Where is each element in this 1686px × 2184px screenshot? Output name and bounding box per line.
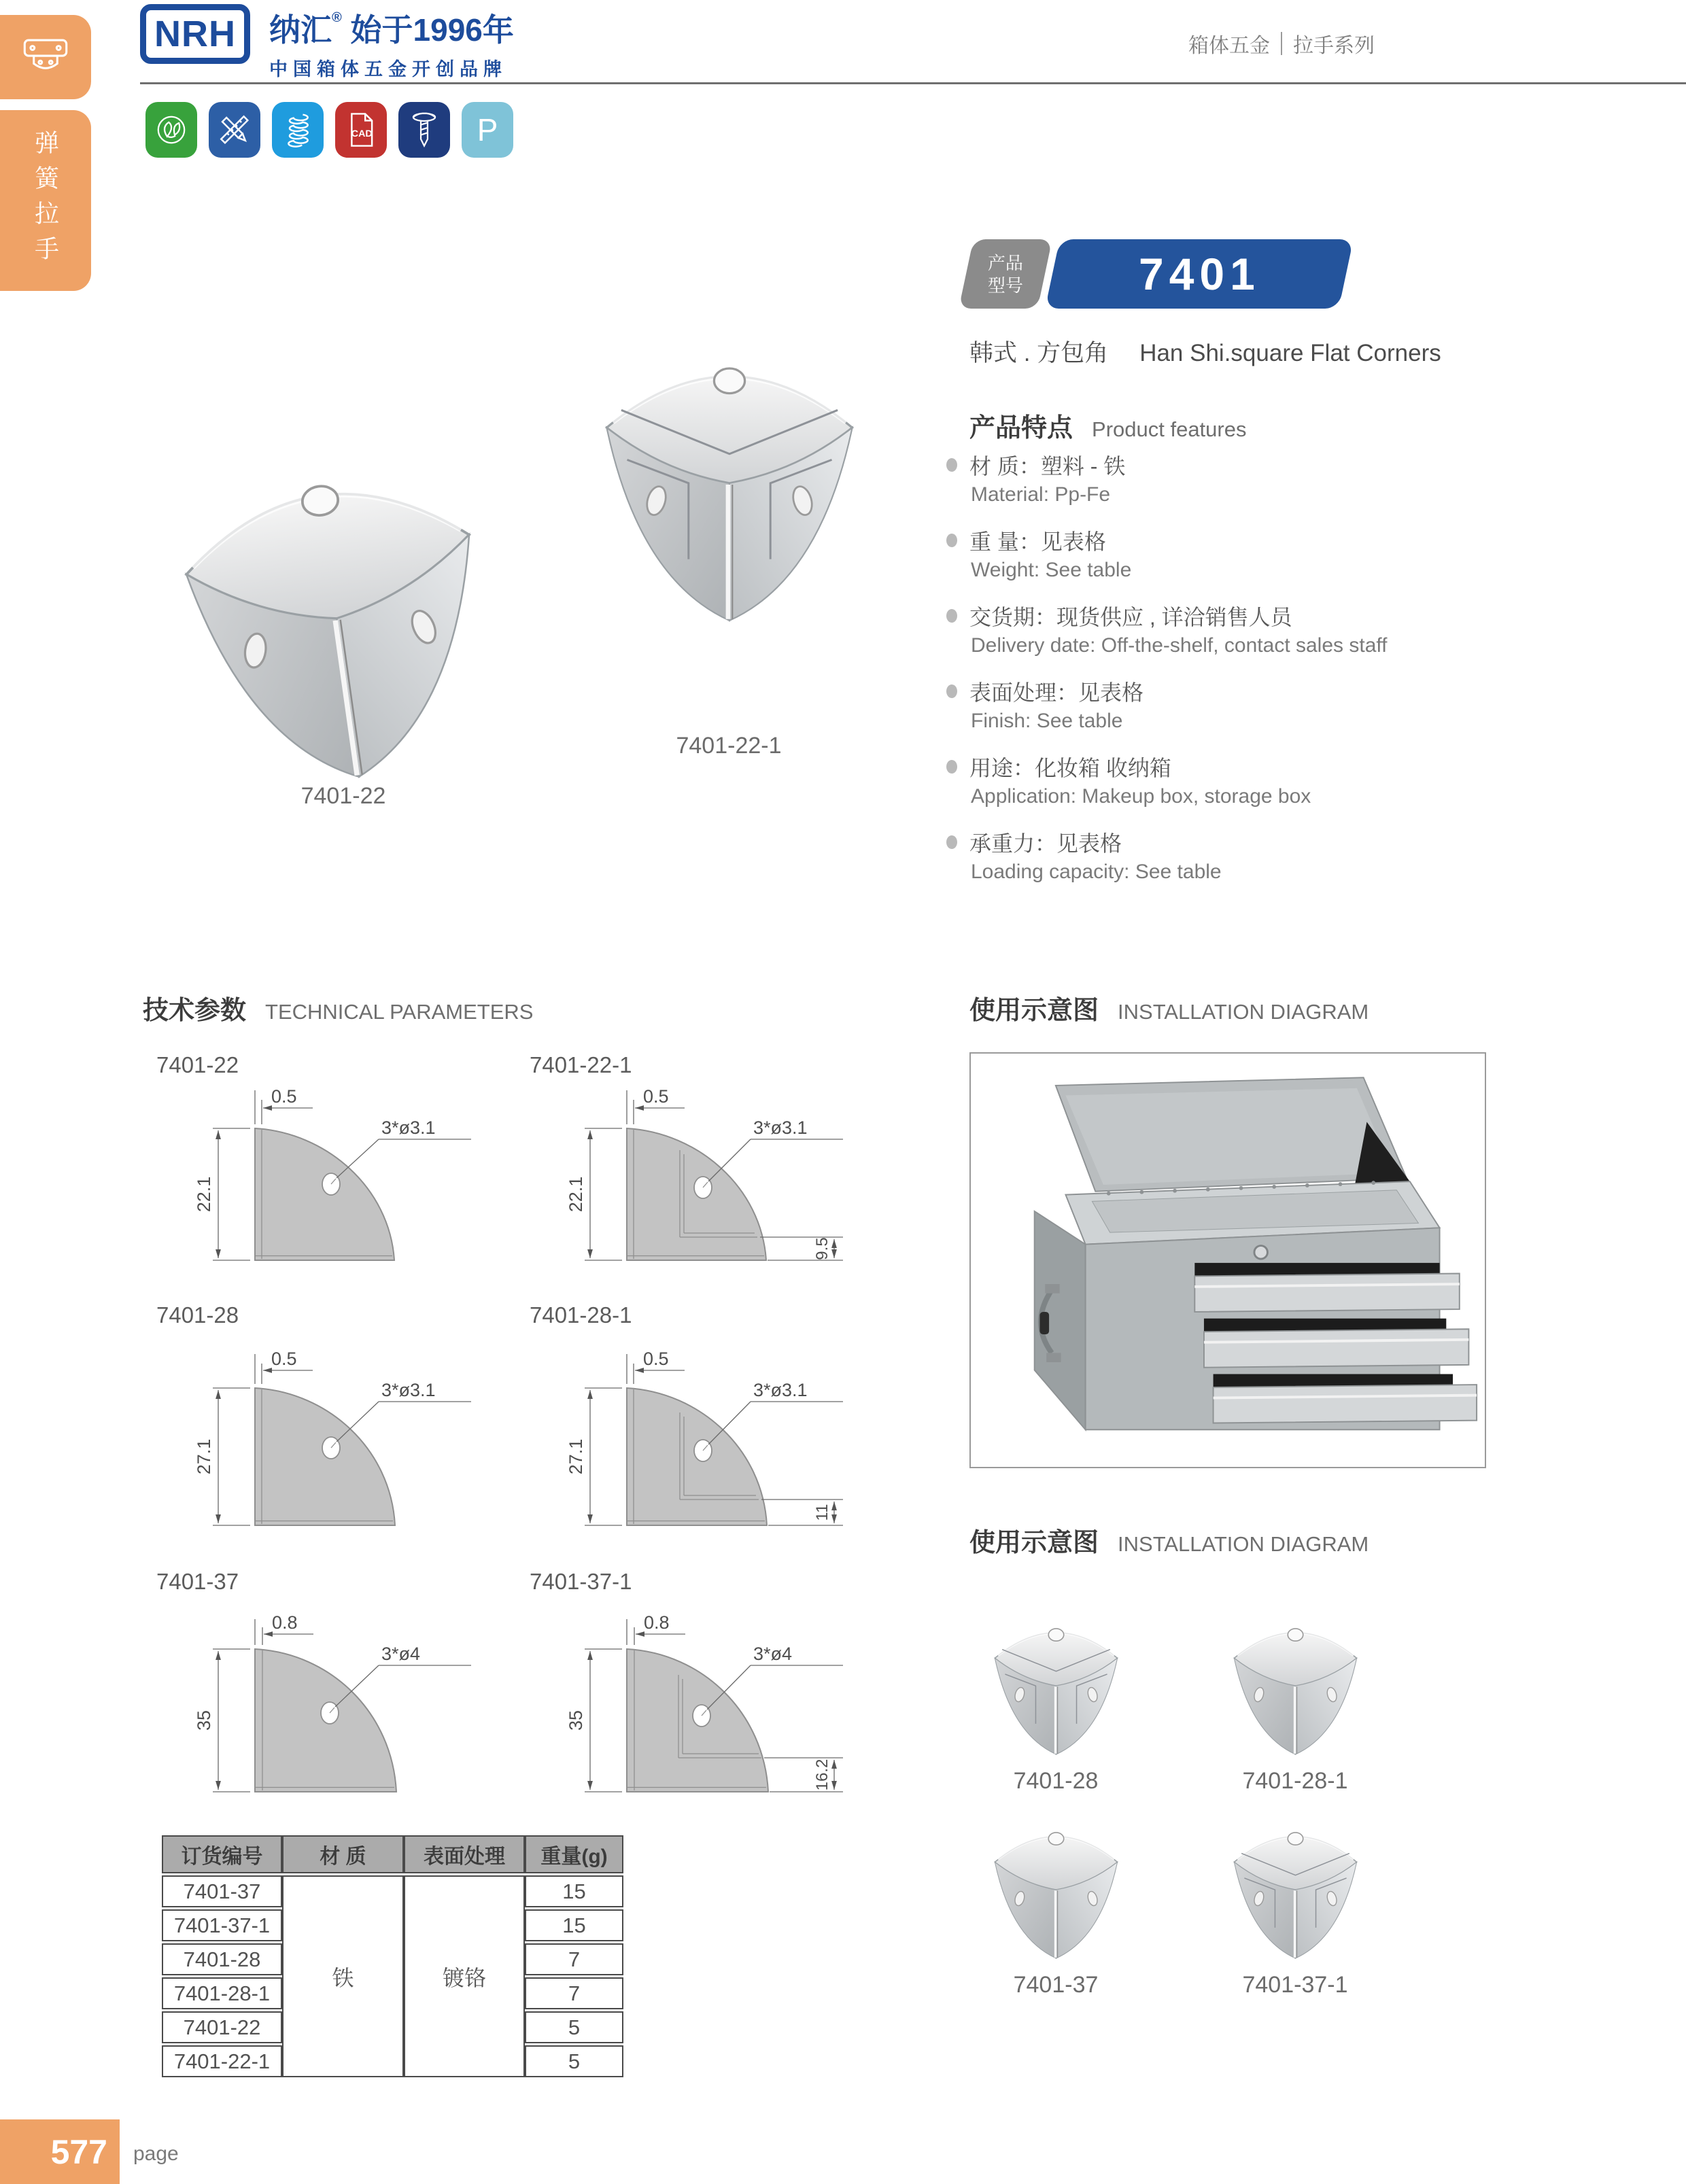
page-label: page bbox=[133, 2143, 179, 2165]
spec-row-code: 7401-37-1 bbox=[162, 1909, 282, 1941]
installation-photo-toolbox bbox=[969, 1052, 1486, 1468]
bullet-dot-icon bbox=[946, 609, 957, 623]
tech-drawing-7401-22 bbox=[153, 1082, 493, 1269]
spec-material-value: 铁 bbox=[282, 1875, 404, 2077]
svg-text:27.1: 27.1 bbox=[194, 1438, 214, 1475]
bullet-dot-icon bbox=[946, 458, 957, 472]
spec-row-weight: 5 bbox=[525, 2045, 623, 2077]
model-badge-label: 产品 型号 bbox=[959, 239, 1052, 309]
features-list bbox=[946, 450, 1667, 903]
svg-text:11: 11 bbox=[813, 1504, 831, 1521]
svg-text:3*ø3.1: 3*ø3.1 bbox=[381, 1380, 436, 1400]
spec-row-weight: 15 bbox=[525, 1909, 623, 1941]
spec-row-weight: 15 bbox=[525, 1875, 623, 1907]
svg-text:9.5: 9.5 bbox=[813, 1237, 831, 1260]
header-divider bbox=[140, 82, 1686, 84]
svg-text:16.2: 16.2 bbox=[813, 1758, 831, 1791]
svg-text:0.5: 0.5 bbox=[271, 1086, 297, 1107]
page-number-block bbox=[0, 2119, 120, 2184]
svg-text:P: P bbox=[477, 112, 498, 148]
header-separator bbox=[1281, 32, 1282, 55]
features-heading: 产品特点 Product features bbox=[969, 414, 1247, 443]
spec-col-material: 材 质 bbox=[282, 1835, 404, 1873]
brand-block bbox=[269, 5, 514, 81]
feature-item: 表面处理：见表格 Finish: See table bbox=[946, 676, 1667, 736]
product-photo-label: 7401-22-1 bbox=[676, 733, 782, 759]
tech-drawing-7401-28 bbox=[153, 1347, 493, 1534]
toolbox-illustration bbox=[976, 1059, 1479, 1461]
p-icon bbox=[462, 102, 513, 158]
svg-text:0.5: 0.5 bbox=[643, 1349, 669, 1369]
feature-item: 重 量：见表格 Weight: See table bbox=[946, 525, 1667, 585]
svg-text:3*ø4: 3*ø4 bbox=[753, 1644, 793, 1664]
spec-row-code: 7401-22 bbox=[162, 2011, 282, 2043]
product-title-en: Han Shi.square Flat Corners bbox=[1139, 340, 1441, 366]
brand-tagline: 中国箱体五金开创品牌 bbox=[269, 59, 507, 80]
feature-item: 材 质：塑料 - 铁 Material: Pp-Fe bbox=[946, 450, 1667, 510]
feature-item: 交货期：现货供应 , 详洽销售人员 Delivery date: Off-the-shelf, contact sales staff bbox=[946, 601, 1667, 661]
sidebar-tab-label: 弹簧拉手 bbox=[31, 130, 60, 271]
nrh-logo-text: NRH bbox=[154, 14, 236, 54]
drawing-label: 7401-22-1 bbox=[530, 1052, 632, 1077]
product-photo-label: 7401-22 bbox=[300, 783, 386, 809]
svg-text:3*ø4: 3*ø4 bbox=[381, 1644, 421, 1664]
spec-row-code: 7401-22-1 bbox=[162, 2045, 282, 2077]
bullet-dot-icon bbox=[946, 760, 957, 774]
product-photo-7401-22 bbox=[142, 406, 531, 827]
spec-finish-value: 镀铬 bbox=[404, 1875, 525, 2077]
tech-drawing-7401-37 bbox=[153, 1614, 493, 1801]
drawing-label: 7401-22 bbox=[156, 1052, 239, 1077]
tech-drawing-7401-28-1 bbox=[525, 1347, 865, 1534]
spec-row-weight: 5 bbox=[525, 2011, 623, 2043]
spec-table bbox=[162, 1835, 623, 2077]
sidebar-category-icon-block bbox=[0, 15, 91, 99]
svg-text:35: 35 bbox=[566, 1710, 586, 1731]
brand-line1: 纳汇® 始于1996年 bbox=[269, 10, 514, 48]
spring-icon bbox=[272, 102, 324, 158]
product-title-zh: 韩式 . 方包角 bbox=[969, 340, 1109, 366]
technical-heading: 技术参数 TECHNICAL PARAMETERS bbox=[143, 996, 534, 1025]
svg-text:CAD: CAD bbox=[351, 128, 373, 139]
spec-col-finish: 表面处理 bbox=[404, 1835, 525, 1873]
example-item-7401-37-1: 7401-37-1 bbox=[1217, 1808, 1373, 1998]
spec-row-code: 7401-28-1 bbox=[162, 1977, 282, 2009]
feature-item: 用途：化妆箱 收纳箱 Application: Makeup box, storage box bbox=[946, 752, 1667, 812]
cad-file-icon bbox=[335, 102, 387, 158]
drawing-label: 7401-37 bbox=[156, 1569, 239, 1594]
installation-heading-2: 使用示意图 INSTALLATION DIAGRAM bbox=[969, 1529, 1369, 1557]
product-photo-7401-22-1 bbox=[583, 319, 876, 644]
svg-text:22.1: 22.1 bbox=[566, 1176, 586, 1213]
header-category: 箱体五金 bbox=[1188, 35, 1270, 57]
feature-icon-row bbox=[145, 102, 513, 158]
feature-item: 承重力：见表格 Loading capacity: See table bbox=[946, 827, 1667, 887]
svg-text:0.8: 0.8 bbox=[272, 1614, 298, 1633]
svg-text:3*ø3.1: 3*ø3.1 bbox=[753, 1117, 808, 1138]
eco-icon bbox=[145, 102, 197, 158]
nrh-logo bbox=[140, 4, 250, 64]
example-item-7401-28-1: 7401-28-1 bbox=[1217, 1604, 1373, 1795]
svg-text:35: 35 bbox=[194, 1710, 214, 1731]
sidebar-tab-spring-handle bbox=[0, 110, 91, 291]
installation-heading-1: 使用示意图 INSTALLATION DIAGRAM bbox=[969, 996, 1369, 1025]
page-number: 577 bbox=[50, 2132, 107, 2171]
drawing-label: 7401-28-1 bbox=[530, 1302, 632, 1328]
header-breadcrumb bbox=[1188, 29, 1375, 58]
model-badge-number: 7401 bbox=[1045, 239, 1354, 309]
svg-text:0.5: 0.5 bbox=[643, 1086, 669, 1107]
spec-col-order-no: 订货编号 bbox=[162, 1835, 282, 1873]
header-series: 拉手系列 bbox=[1293, 35, 1375, 57]
tech-drawing-7401-22-1 bbox=[525, 1082, 865, 1269]
design-tools-icon bbox=[209, 102, 260, 158]
svg-text:0.8: 0.8 bbox=[644, 1614, 670, 1633]
example-item-7401-28: 7401-28 bbox=[978, 1604, 1134, 1795]
registered-mark: ® bbox=[332, 10, 342, 25]
case-latch-icon bbox=[13, 33, 78, 82]
drawing-label: 7401-28 bbox=[156, 1302, 239, 1328]
svg-text:27.1: 27.1 bbox=[566, 1438, 586, 1475]
bullet-dot-icon bbox=[946, 684, 957, 698]
product-title bbox=[969, 334, 1441, 368]
drawing-label: 7401-37-1 bbox=[530, 1569, 632, 1594]
bullet-dot-icon bbox=[946, 835, 957, 849]
spec-row-weight: 7 bbox=[525, 1943, 623, 1975]
screw-icon bbox=[398, 102, 450, 158]
svg-text:0.5: 0.5 bbox=[271, 1349, 297, 1369]
tech-drawing-7401-37-1 bbox=[525, 1614, 865, 1801]
svg-text:3*ø3.1: 3*ø3.1 bbox=[381, 1117, 436, 1138]
spec-row-code: 7401-37 bbox=[162, 1875, 282, 1907]
spec-row-weight: 7 bbox=[525, 1977, 623, 2009]
spec-col-weight: 重量(g) bbox=[525, 1835, 623, 1873]
svg-text:3*ø3.1: 3*ø3.1 bbox=[753, 1380, 808, 1400]
svg-text:22.1: 22.1 bbox=[194, 1176, 214, 1213]
bullet-dot-icon bbox=[946, 534, 957, 547]
spec-row-code: 7401-28 bbox=[162, 1943, 282, 1975]
example-item-7401-37: 7401-37 bbox=[978, 1808, 1134, 1998]
